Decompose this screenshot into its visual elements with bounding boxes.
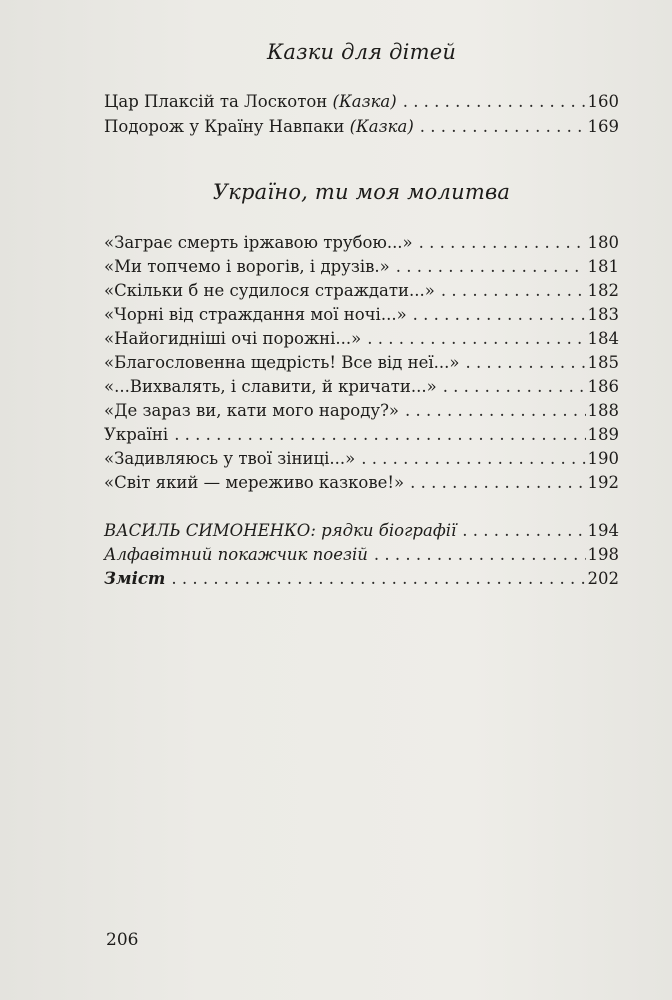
toc-entry-page: 184 [587, 329, 619, 348]
toc-leader-dots [171, 569, 585, 588]
toc-entry-page: 202 [587, 569, 619, 588]
page-number: 206 [106, 930, 139, 950]
toc-entry-title: «Скільки б не судилося страждати...» [104, 281, 435, 300]
toc-leader-dots [462, 521, 585, 540]
toc-leader-dots [441, 281, 586, 300]
toc-entry-contents [104, 569, 619, 593]
toc-entry-title: «Благословенна щедрість! Все від неї...» [104, 353, 460, 372]
toc-entry [104, 329, 619, 353]
toc-entry-title: «Чорні від страждання мої ночі...» [104, 305, 407, 324]
toc-entry-title: ВАСИЛЬ СИМОНЕНКО: рядки біографії [104, 521, 457, 540]
toc-entry-page: 183 [587, 305, 619, 324]
toc-entry-page: 160 [587, 92, 619, 111]
toc-entry-title: Україні [104, 425, 169, 444]
toc-leader-dots [443, 377, 586, 396]
toc-entry-page: 180 [587, 233, 619, 252]
toc-entry-title: «Де зараз ви, кати мого народу?» [104, 401, 400, 420]
toc-entry [104, 305, 619, 329]
toc-entry [104, 473, 619, 497]
toc-entry-page: 198 [587, 545, 619, 564]
toc-entry-title: Алфавітний покажчик поезій [104, 545, 368, 564]
toc-leader-dots [419, 233, 586, 252]
toc-entry-title: Подорож у Країну Навпаки (Казка) [104, 117, 414, 136]
toc-entry-index [104, 545, 619, 569]
toc-leader-dots [174, 425, 585, 444]
toc-entry [104, 425, 619, 449]
toc-entry [104, 92, 619, 116]
toc-entry-page: 181 [587, 257, 619, 276]
toc-entry-page: 188 [587, 401, 619, 420]
toc-entry [104, 401, 619, 425]
toc-entry-title: «Задивляюсь у твої зіниці...» [104, 449, 356, 468]
toc-leader-dots [374, 545, 586, 564]
toc-entry [104, 353, 619, 377]
toc-entry-page: 186 [587, 377, 619, 396]
toc-leader-dots [367, 329, 585, 348]
toc-entry-biography [104, 521, 619, 545]
toc-entry-title: «Світ який — мереживо казкове!» [104, 473, 405, 492]
toc-entry-title: «...Вихвалять, і славити, й кричати...» [104, 377, 437, 396]
toc-entry-page: 182 [587, 281, 619, 300]
toc-entry-title: «Заграє смерть іржавою трубою...» [104, 233, 413, 252]
toc-entry-page: 185 [587, 353, 619, 372]
toc-entry [104, 377, 619, 401]
toc-entry [104, 449, 619, 473]
toc-entry-page: 194 [587, 521, 619, 540]
toc-leader-dots [361, 449, 585, 468]
toc-entry [104, 281, 619, 305]
toc-entry-title: Зміст [104, 569, 166, 588]
toc-leader-dots [396, 257, 586, 276]
toc-entry-title: «Ми топчемо і ворогів, і друзів.» [104, 257, 390, 276]
toc-entry [104, 257, 619, 281]
toc-entry-title: «Найогидніші очі порожні...» [104, 329, 362, 348]
toc-entry-page: 189 [587, 425, 619, 444]
toc-leader-dots [413, 305, 586, 324]
toc-leader-dots [420, 117, 586, 136]
toc-leader-dots [410, 473, 585, 492]
toc-entry-page: 169 [587, 117, 619, 136]
toc-leader-dots [465, 353, 585, 372]
toc-entry-title: Цар Плаксій та Лоскотон (Казка) [104, 92, 397, 111]
toc-leader-dots [405, 401, 585, 420]
toc-entry [104, 233, 619, 257]
toc-entry-page: 190 [587, 449, 619, 468]
toc-entry-page: 192 [587, 473, 619, 492]
toc-leader-dots [403, 92, 586, 111]
section-title-ukraine-prayer: Україно, ти моя молитва [212, 180, 511, 204]
section-title-fairy-tales: Казки для дітей [266, 40, 457, 64]
toc-entry [104, 117, 619, 141]
